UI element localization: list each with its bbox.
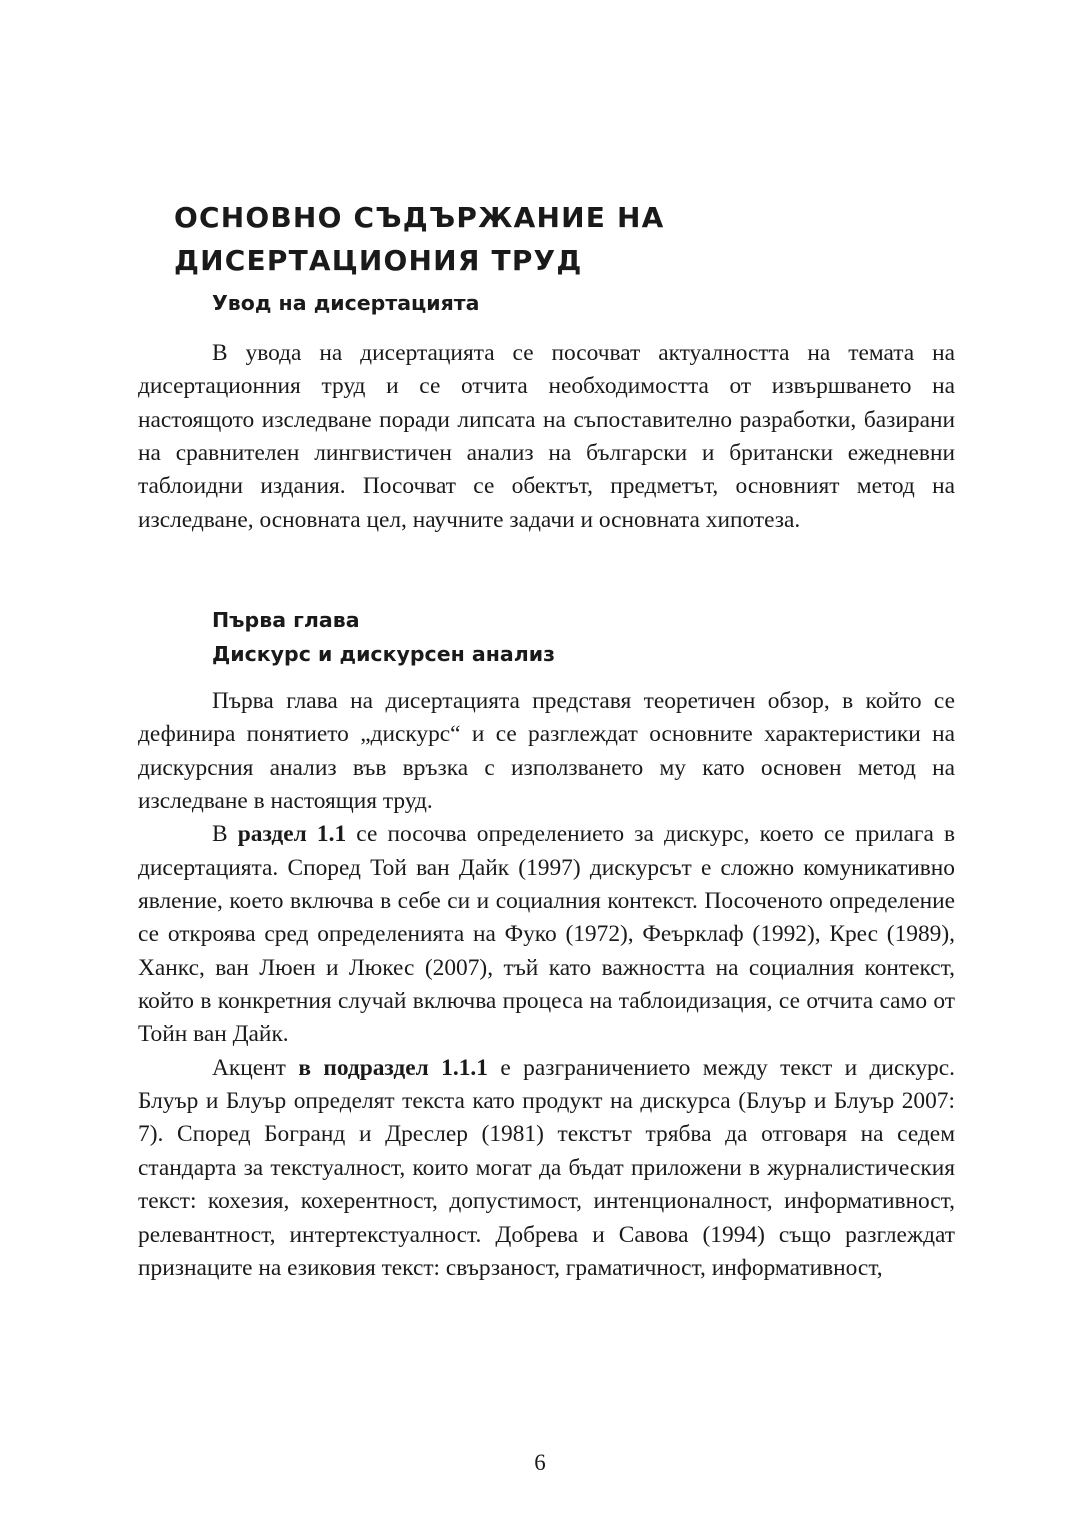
chapter-paragraph-3: [138, 1052, 955, 1285]
title-line-2: ДИСЕРТАЦИОНИЯ ТРУД: [174, 244, 583, 277]
page-title: [174, 196, 954, 282]
chapter-paragraph-2: [138, 818, 955, 1051]
chapter-body: [138, 685, 955, 1285]
page-number: 6: [534, 1450, 546, 1475]
p2-text: се посочва определението за дискурс, което се прилага в дисертацията. Според Той ван Дайк (1997) дискурсът е сложно комуникативно явление, което включва в себе си и социалния контекст. Посоченото определение се откроява сред определенията на Фуко (1972), Феърклаф (1992), Крес (1989), Ханкс, ван Люен и Люкес (2007), тъй като важността на социалния контекст, който в конкретния случай включва процеса на таблоидизация, се отчита само от Тойн ван Дайк.: [138, 821, 956, 1048]
intro-heading: Увод на дисертацията: [212, 291, 480, 315]
p2-lead: В: [212, 821, 238, 848]
p3-text: е разграничението между текст и дискурс. Блуър и Блуър определят текста като продукт на дискурса (Блуър и Блуър 2007: 7). Според Богранд и Дреслер (1981) текстът трябва да отговаря на седем стандарта за текстуалност, които могат да бъдат приложени в журналистическия текст: кохезия, кохерентност, допустимост, интенционалност, информативност, релевантност, интертекстуалност. Добрева и Савова (1994) също разглеждат признаците на езиковия текст: свързаност, граматичност, информативност,: [138, 1054, 955, 1281]
intro-section: [138, 337, 955, 537]
title-line-1: ОСНОВНО СЪДЪРЖАНИЕ НА: [174, 201, 665, 234]
p2-section-ref: раздел 1.1: [237, 821, 347, 848]
chapter-title: Дискурс и дискурсен анализ: [212, 642, 556, 666]
chapter-label: Първа глава: [212, 608, 360, 632]
chapter-paragraph-1: Първа глава на дисертацията представя теоретичен обзор, в който се дефинира понятието „дискурс“ и се разглеждат основните характеристики на дискурсния анализ във връзка с използването му като основен метод на изследване в настоящия труд.: [138, 688, 955, 815]
intro-paragraph: В увода на дисертацията се посочват актуалността на темата на дисертационния труд и се отчита необходимостта от извършването на настоящото изследване поради липсата на съпоставително разработки, базирани на сравнителен лингвистичен анализ на български и британски ежедневни таблоидни издания. Посочват се обектът, предметът, основният метод на изследване, основната цел, научните задачи и основната хипотеза.: [138, 340, 955, 533]
p3-lead: Акцент: [212, 1054, 299, 1081]
p3-section-ref: в подраздел 1.1.1: [298, 1054, 488, 1081]
